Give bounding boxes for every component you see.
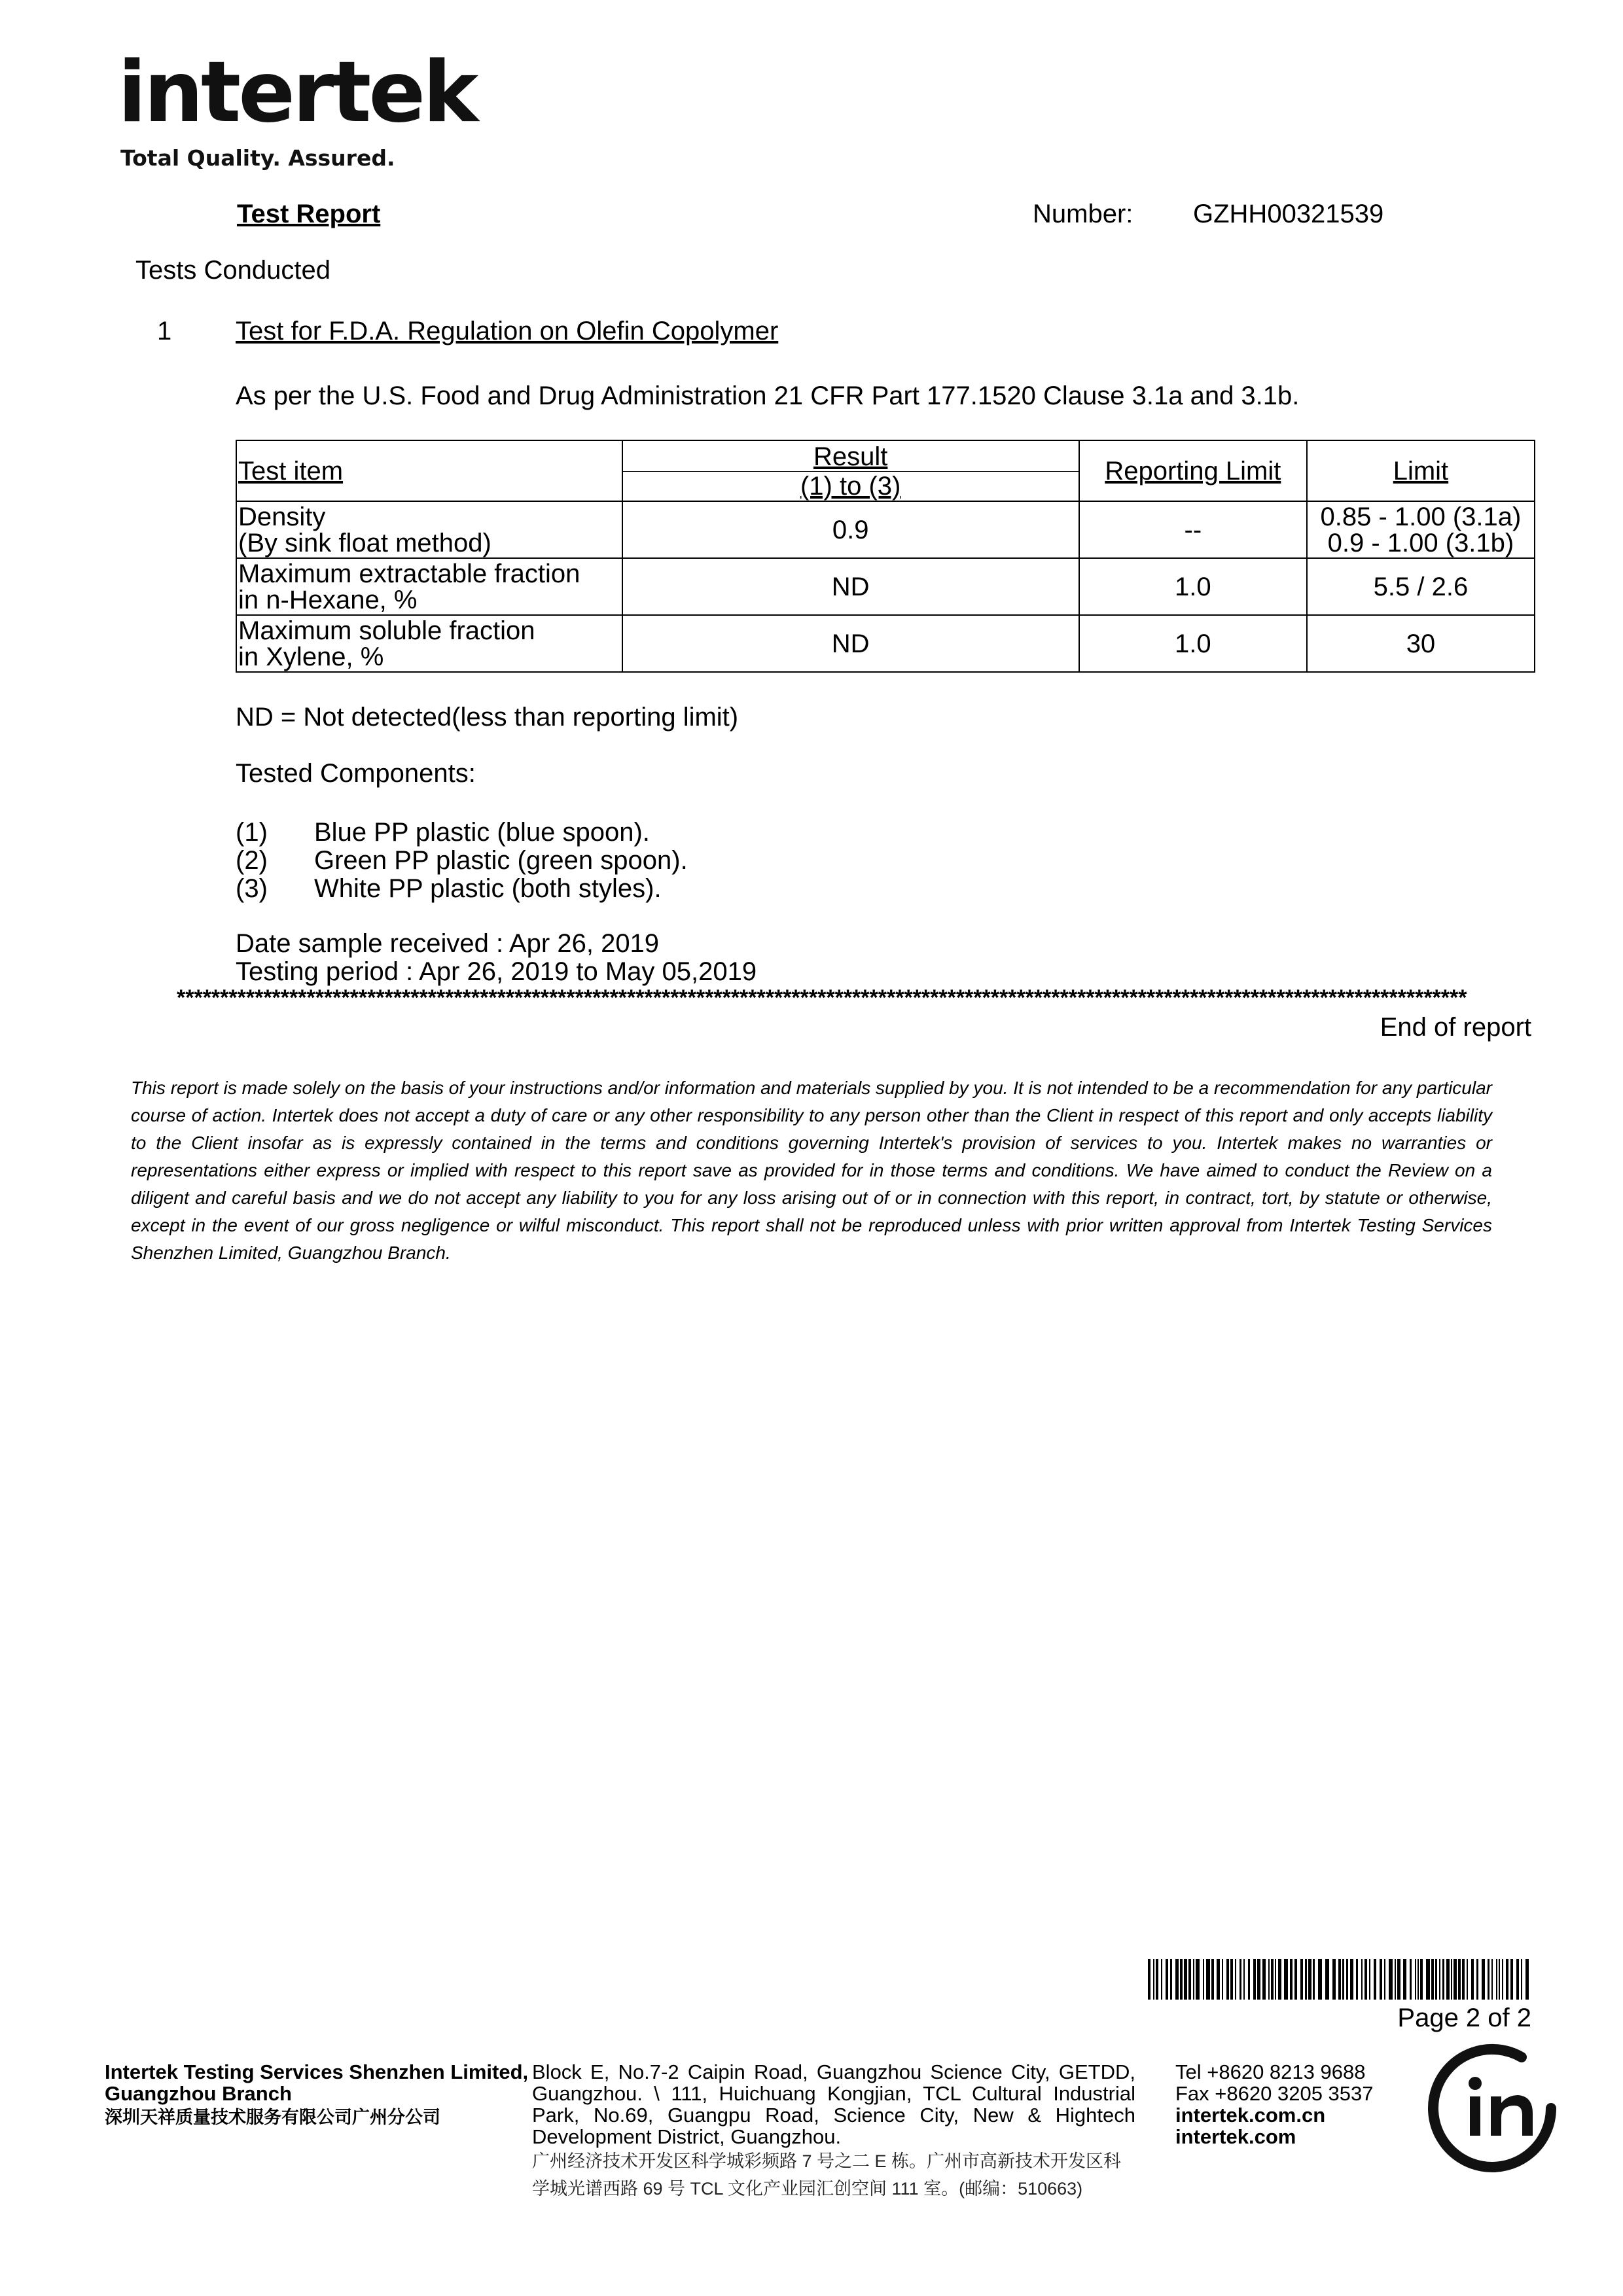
regulation-reference: As per the U.S. Food and Drug Administration 21 CFR Part 177.1520 Clause 3.1a and 3.1b. (236, 381, 1300, 410)
cell-limit: 30 (1307, 615, 1535, 672)
barcode-icon (1148, 1959, 1531, 2000)
logo-tagline: Total Quality. Assured. (120, 145, 395, 171)
footer-contact (1175, 2061, 1374, 2147)
results-table (236, 440, 1535, 673)
table-row (236, 558, 1535, 615)
component-number: (1) (236, 818, 268, 847)
website-cn: intertek.com.cn (1175, 2104, 1326, 2127)
testing-period: Testing period : Apr 26, 2019 to May 05,2019 (236, 957, 757, 986)
phone-number: Tel +8620 8213 9688 (1175, 2060, 1366, 2083)
intertek-in-logo-icon (1420, 2036, 1564, 2180)
table-row (236, 615, 1535, 672)
component-text: Blue PP plastic (blue spoon). (314, 818, 650, 847)
cell-result: ND (622, 615, 1079, 672)
header-result-sub: (1) to (3) (622, 472, 1079, 502)
nd-note: ND = Not detected(less than reporting limit) (236, 703, 739, 732)
component-text: Green PP plastic (green spoon). (314, 846, 688, 875)
date-sample-received: Date sample received : Apr 26, 2019 (236, 929, 660, 958)
cell-reporting-limit: 1.0 (1079, 615, 1307, 672)
cell-reporting-limit: 1.0 (1079, 558, 1307, 615)
address-en: Block E, No.7-2 Caipin Road, Guangzhou Science City, GETDD, Guangzhou. \ 111, Huichuang Kongjian, TCL Cultural Industrial Park, No.69, Guangpu Road, Science City, New & Hightech Development District, Guangzhou. (532, 2060, 1135, 2148)
intertek-logo-wordmark: intertek (118, 44, 476, 141)
cell-reporting-limit: -- (1079, 501, 1307, 558)
test-index: 1 (157, 317, 172, 345)
header-limit: Limit (1307, 440, 1535, 501)
page-number: Page 2 of 2 (1397, 2004, 1531, 2032)
cell-test-item: Maximum extractable fraction in n-Hexane, % (236, 558, 622, 615)
components-heading: Tested Components: (236, 759, 476, 788)
table-header-row (236, 440, 1535, 472)
cell-limit: 5.5 / 2.6 (1307, 558, 1535, 615)
footer-company (105, 2061, 528, 2128)
component-number: (3) (236, 874, 268, 903)
header-reporting-limit: Reporting Limit (1079, 440, 1307, 501)
website-global: intertek.com (1175, 2125, 1296, 2148)
component-text: White PP plastic (both styles). (314, 874, 662, 903)
address-cn-line1: 广州经济技术开发区科学城彩频路 7 号之二 E 栋。广州市高新技术开发区科 (532, 2151, 1122, 2171)
component-number: (2) (236, 846, 268, 875)
report-number-value: GZHH00321539 (1193, 200, 1384, 228)
cell-result: ND (622, 558, 1079, 615)
address-cn-line2: 学城光谱西路 69 号 TCL 文化产业园汇创空间 111 室。(邮编：510663) (532, 2179, 1083, 2199)
separator-line: ***************************************************************************************************************************************************** (177, 987, 1467, 1009)
header-test-item: Test item (236, 440, 622, 501)
report-title: Test Report (237, 200, 381, 228)
company-name-line1: Intertek Testing Services Shenzhen Limited, (105, 2060, 529, 2083)
fax-number: Fax +8620 3205 3537 (1175, 2082, 1374, 2105)
disclaimer-text: This report is made solely on the basis of your instructions and/or information and materials supplied by you. It is not intended to be a recommendation for any particular course of action. Intertek does not accept a duty of care or any other responsibility to any person other than the Client in respect of this report and only accepts liability to the Client insofar as is expressly contained in the terms and conditions governing Intertek's provision of services to you. Intertek makes no warranties or representations either express or implied with respect to this report save as provided for in those terms and conditions. We have aimed to conduct the Review on a diligent and careful basis and we do not accept any liability to you for any loss arising out of or in connection with this report, in contract, tort, by statute or otherwise, except in the event of our gross negligence or wilful misconduct. This report shall not be reproduced unless with prior written approval from Intertek Testing Services Shenzhen Limited, Guangzhou Branch. (131, 1078, 1492, 1263)
company-name-line2: Guangzhou Branch (105, 2082, 292, 2105)
header-result: Result (622, 440, 1079, 472)
company-name-cn: 深圳天祥质量技术服务有限公司广州分公司 (105, 2108, 440, 2127)
cell-result: 0.9 (622, 501, 1079, 558)
section-heading: Tests Conducted (135, 256, 330, 285)
end-of-report: End of report (1380, 1013, 1531, 1042)
footer-address (532, 2061, 1135, 2202)
table-row (236, 501, 1535, 558)
cell-test-item: Maximum soluble fraction in Xylene, % (236, 615, 622, 672)
test-name: Test for F.D.A. Regulation on Olefin Copolymer (236, 317, 779, 345)
cell-test-item: Density (By sink float method) (236, 501, 622, 558)
report-number-label: Number: (1033, 200, 1133, 228)
cell-limit: 0.85 - 1.00 (3.1a) 0.9 - 1.00 (3.1b) (1307, 501, 1535, 558)
